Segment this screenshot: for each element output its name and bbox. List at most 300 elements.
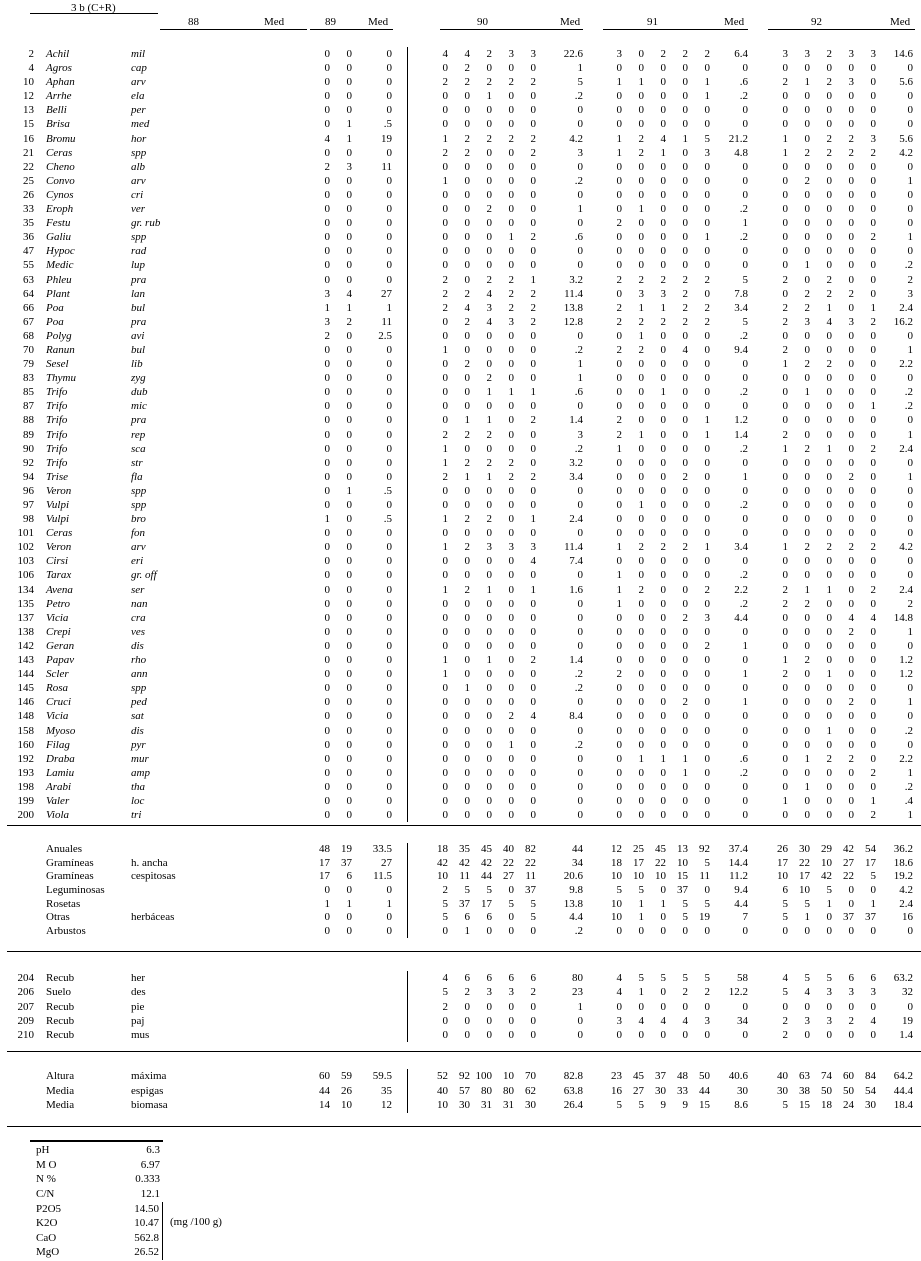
value-cell: .2 <box>574 924 583 937</box>
soil-row <box>30 1231 162 1246</box>
value-cell: 0 <box>848 217 854 230</box>
row-number <box>0 1084 34 1099</box>
value-cell: .2 <box>739 442 748 455</box>
value-cell: 0 <box>486 259 492 272</box>
value-cell: 1 <box>346 118 352 131</box>
value-cell: 2 <box>530 986 536 999</box>
soil-parameter-value: 562.8 <box>134 1231 159 1244</box>
row-number: 135 <box>17 597 34 610</box>
value-cell: 0 <box>870 569 876 582</box>
value-cell: 0 <box>530 442 536 455</box>
value-cell: 0 <box>870 90 876 103</box>
value-cell: .2 <box>904 259 913 272</box>
group-separator-line <box>392 724 408 738</box>
soil-parameter-label: P2O5 <box>36 1202 62 1215</box>
value-cell: 1 <box>486 470 492 483</box>
value-cell: 2 <box>870 146 876 159</box>
value-cell: 1 <box>907 231 913 244</box>
value-cell: 0 <box>907 527 913 540</box>
value-cell <box>330 985 352 999</box>
value-cell: 1 <box>530 583 536 596</box>
value-cell: 0 <box>660 555 666 568</box>
value-cell: 0 <box>616 372 622 385</box>
value-cell: 0 <box>826 654 832 667</box>
table-row <box>0 61 921 75</box>
value-cell: 0 <box>782 174 788 187</box>
value-cell: 0 <box>386 245 392 258</box>
value-cell: 0 <box>486 329 492 342</box>
value-cell: 0 <box>682 625 688 638</box>
table-row <box>0 230 921 244</box>
value-cell: 2 <box>530 146 536 159</box>
row-number: 192 <box>17 752 34 765</box>
group-separator-line <box>392 244 408 258</box>
row-label: Papav <box>46 654 75 667</box>
value-cell: 33.5 <box>372 843 392 856</box>
value-cell: 0 <box>782 160 788 173</box>
value-cell: 1 <box>804 752 810 765</box>
value-cell: 0 <box>782 118 788 131</box>
value-cell: 9 <box>660 1099 666 1112</box>
value-cell: 0 <box>682 654 688 667</box>
value-cell: 3 <box>616 1014 622 1027</box>
value-cell: 15 <box>799 1099 810 1112</box>
group-separator-line <box>392 639 408 653</box>
row-label: Valer <box>46 794 70 807</box>
year-88-underline <box>160 29 307 30</box>
value-cell: 0 <box>782 513 788 526</box>
soil-chemistry-table <box>30 1140 222 1261</box>
value-cell: 0 <box>508 414 514 427</box>
soil-row <box>30 1187 163 1202</box>
value-cell: 0 <box>638 569 644 582</box>
table-row <box>0 526 921 540</box>
value-cell: 0 <box>782 527 788 540</box>
value-cell: 0 <box>870 752 876 765</box>
table-row <box>0 498 921 512</box>
value-cell: 0 <box>464 625 470 638</box>
row-number: 88 <box>23 414 34 427</box>
value-cell: 0 <box>324 555 330 568</box>
value-cell: 0 <box>442 809 448 822</box>
row-label: Media <box>46 1084 75 1097</box>
group-separator-line <box>392 911 408 925</box>
soil-parameter-label: CaO <box>36 1231 57 1244</box>
value-cell: 2 <box>442 301 448 314</box>
value-cell: 2 <box>486 203 492 216</box>
value-cell: 0 <box>660 780 666 793</box>
row-sublabel: ped <box>131 696 147 709</box>
value-cell: 0 <box>616 696 622 709</box>
table-row <box>0 911 921 925</box>
group-separator-line <box>392 681 408 695</box>
value-cell: 0 <box>442 358 448 371</box>
value-cell: 2 <box>682 470 688 483</box>
value-cell: 0 <box>682 738 688 751</box>
value-cell: 0 <box>848 386 854 399</box>
value-cell: 3 <box>346 160 352 173</box>
table-row <box>0 808 921 822</box>
table-row <box>0 554 921 568</box>
value-cell: 0 <box>826 611 832 624</box>
value-cell: 3 <box>530 48 536 60</box>
group-separator-line <box>392 925 408 939</box>
value-cell: 0 <box>870 499 876 511</box>
value-cell: 0 <box>386 611 392 624</box>
value-cell: 0 <box>638 104 644 117</box>
value-cell: 10 <box>437 1099 448 1112</box>
value-cell: 0 <box>704 400 710 413</box>
value-cell: 1 <box>660 301 666 314</box>
value-cell: 0 <box>442 569 448 582</box>
value-cell: 0 <box>508 428 514 441</box>
value-cell: 0 <box>870 1000 876 1013</box>
value-cell: 0 <box>660 259 666 272</box>
value-cell: 0 <box>704 442 710 455</box>
value-cell: .6 <box>739 76 748 89</box>
value-cell: 0 <box>616 499 622 511</box>
value-cell: 0 <box>638 597 644 610</box>
value-cell: 0 <box>346 527 352 540</box>
value-cell: 0 <box>638 456 644 469</box>
value-cell: 3 <box>848 48 854 60</box>
value-cell: 0 <box>826 527 832 540</box>
value-cell: 0 <box>386 188 392 201</box>
value-cell: 0 <box>638 90 644 103</box>
value-cell: 0 <box>616 654 622 667</box>
value-cell: 0 <box>870 710 876 723</box>
value-cell: 17 <box>319 856 330 869</box>
value-cell: 0 <box>638 160 644 173</box>
value-cell: 0 <box>804 245 810 258</box>
group-separator-line <box>392 1014 408 1028</box>
value-cell: 0 <box>660 400 666 413</box>
value-cell: 0 <box>508 372 514 385</box>
value-cell: 0 <box>804 710 810 723</box>
value-cell: 0 <box>704 217 710 230</box>
value-cell: 0 <box>804 132 810 145</box>
value-cell: 1 <box>638 301 644 314</box>
value-cell: 0 <box>324 809 330 822</box>
value-cell: 92 <box>699 843 710 856</box>
row-label: Agros <box>46 62 72 75</box>
value-cell: 0 <box>324 654 330 667</box>
value-cell: 0 <box>346 104 352 117</box>
value-cell: 0 <box>616 174 622 187</box>
value-cell: 0 <box>826 414 832 427</box>
value-cell: 2 <box>848 696 854 709</box>
value-cell: 0 <box>704 499 710 511</box>
value-cell: 0 <box>442 231 448 244</box>
value-cell: 0 <box>782 924 788 937</box>
year-88-med-label: Med <box>264 16 285 28</box>
row-number: 199 <box>17 794 34 807</box>
row-sublabel: spp <box>131 484 147 497</box>
row-number: 198 <box>17 780 34 793</box>
value-cell: 30 <box>737 1084 748 1097</box>
table-row <box>0 857 921 871</box>
soil-parameter-value: 6.97 <box>140 1158 160 1171</box>
value-cell: 1 <box>907 766 913 779</box>
value-cell: 80 <box>572 972 583 985</box>
value-cell: 37 <box>525 883 536 896</box>
value-cell: 0 <box>346 766 352 779</box>
value-cell: 6 <box>782 883 788 896</box>
value-cell: 0 <box>508 597 514 610</box>
row-label: Trifo <box>46 442 68 455</box>
value-cell: 18.6 <box>893 856 913 869</box>
value-cell: 0 <box>907 639 913 652</box>
value-cell: 0 <box>704 883 710 896</box>
value-cell: 0 <box>530 90 536 103</box>
value-cell: 0 <box>442 90 448 103</box>
value-cell: 17 <box>633 856 644 869</box>
value-cell: 0 <box>742 738 748 751</box>
value-cell: 2 <box>782 76 788 89</box>
value-cell: 0 <box>804 794 810 807</box>
value-cell: 0 <box>464 738 470 751</box>
value-cell: 0 <box>346 625 352 638</box>
value-cell: 0 <box>826 456 832 469</box>
value-cell: 1 <box>486 386 492 399</box>
value-cell: 0 <box>704 484 710 497</box>
value-cell: 0 <box>870 639 876 652</box>
value-cell: 1 <box>577 203 583 216</box>
value-cell: 16.2 <box>893 315 913 328</box>
row-sublabel: gr. rub <box>131 217 161 230</box>
value-cell: 0 <box>907 456 913 469</box>
row-label: Petro <box>46 597 71 610</box>
group-separator-line <box>392 808 408 822</box>
value-cell: 0 <box>346 597 352 610</box>
value-cell: 1 <box>638 428 644 441</box>
value-cell: 0 <box>848 897 854 910</box>
value-cell: 2 <box>530 470 536 483</box>
value-cell: 0 <box>386 90 392 103</box>
value-cell <box>352 1000 392 1014</box>
value-cell: 0 <box>742 710 748 723</box>
value-cell: 40 <box>503 843 514 856</box>
value-cell: 2 <box>464 428 470 441</box>
value-cell: 0 <box>782 470 788 483</box>
value-cell: 2 <box>870 442 876 455</box>
height-table <box>0 1069 921 1113</box>
value-cell: 0 <box>486 217 492 230</box>
soil-parameter-value: 14.50 <box>134 1202 159 1215</box>
row-sublabel: pra <box>131 273 147 286</box>
value-cell: 0 <box>848 62 854 75</box>
value-cell: 0 <box>826 329 832 342</box>
value-cell: 0 <box>782 329 788 342</box>
value-cell: 0 <box>660 738 666 751</box>
value-cell: 1 <box>442 541 448 554</box>
value-cell: 2 <box>782 301 788 314</box>
table-row <box>0 258 921 272</box>
value-cell: 0 <box>704 809 710 822</box>
value-cell: 2 <box>660 48 666 60</box>
value-cell: 0 <box>386 217 392 230</box>
table-row <box>0 583 921 597</box>
value-cell: 1 <box>804 259 810 272</box>
value-cell: 0 <box>848 766 854 779</box>
value-cell: 2 <box>638 132 644 145</box>
value-cell: 0 <box>616 188 622 201</box>
value-cell: 0 <box>616 780 622 793</box>
value-cell: 1 <box>804 583 810 596</box>
value-cell: 42 <box>437 856 448 869</box>
value-cell: 26.4 <box>563 1099 583 1112</box>
value-cell: 50 <box>699 1069 710 1082</box>
value-cell: 0 <box>682 668 688 681</box>
group-separator-line <box>392 625 408 639</box>
table-row <box>0 709 921 723</box>
value-cell: 0 <box>346 710 352 723</box>
value-cell: 0 <box>848 654 854 667</box>
value-cell: 3 <box>870 48 876 60</box>
value-cell: 0 <box>508 1000 514 1013</box>
group-separator-line <box>392 766 408 780</box>
value-cell: 0 <box>486 231 492 244</box>
value-cell: 0 <box>704 104 710 117</box>
value-cell: 0 <box>638 442 644 455</box>
value-cell: 0 <box>486 794 492 807</box>
value-cell: 4 <box>782 972 788 985</box>
row-number: 15 <box>23 118 34 131</box>
value-cell: 0 <box>386 174 392 187</box>
value-cell: 0 <box>682 358 688 371</box>
table-row <box>0 1014 921 1028</box>
value-cell: 0 <box>386 372 392 385</box>
value-cell: 0 <box>464 343 470 356</box>
value-cell: 0 <box>346 146 352 159</box>
value-cell: 2 <box>804 654 810 667</box>
value-cell: 0 <box>508 343 514 356</box>
row-sublabel: máxima <box>131 1069 167 1082</box>
value-cell: .5 <box>383 118 392 131</box>
value-cell: 0 <box>848 710 854 723</box>
row-number: 160 <box>17 738 34 751</box>
value-cell: 8.4 <box>569 710 583 723</box>
value-cell: 1 <box>442 583 448 596</box>
value-cell: 50 <box>821 1084 832 1097</box>
value-cell: 57 <box>459 1084 470 1097</box>
row-label: Medic <box>46 259 74 272</box>
value-cell: 0 <box>682 217 688 230</box>
value-cell: 1 <box>804 780 810 793</box>
value-cell: 0 <box>660 484 666 497</box>
section-divider <box>7 1126 921 1127</box>
value-cell: 2 <box>464 513 470 526</box>
value-cell: 0 <box>870 62 876 75</box>
value-cell: 2 <box>704 301 710 314</box>
row-sublabel: amp <box>131 766 150 779</box>
value-cell: 0 <box>508 90 514 103</box>
row-number: 2 <box>28 48 34 60</box>
value-cell: 0 <box>324 738 330 751</box>
value-cell: 0 <box>464 794 470 807</box>
value-cell: 2.4 <box>899 301 913 314</box>
value-cell: 2 <box>907 597 913 610</box>
value-cell: 0 <box>638 400 644 413</box>
row-number: 47 <box>23 245 34 258</box>
value-cell: 1.2 <box>899 668 913 681</box>
value-cell: 0 <box>442 414 448 427</box>
value-cell: 0 <box>386 527 392 540</box>
value-cell: 0 <box>464 766 470 779</box>
value-cell: 0 <box>870 484 876 497</box>
value-cell: 14.6 <box>893 48 913 60</box>
value-cell: 10 <box>777 870 788 883</box>
value-cell: 0 <box>660 90 666 103</box>
value-cell: 0 <box>508 809 514 822</box>
value-cell: 4 <box>660 1014 666 1027</box>
value-cell: 37.4 <box>728 843 748 856</box>
value-cell: 0 <box>804 329 810 342</box>
value-cell: 3 <box>577 428 583 441</box>
value-cell: 0 <box>346 245 352 258</box>
value-cell: 0 <box>848 484 854 497</box>
value-cell: 4.2 <box>899 541 913 554</box>
value-cell: 0 <box>660 358 666 371</box>
value-cell: 0 <box>530 625 536 638</box>
value-cell: 0 <box>346 188 352 201</box>
value-cell: 0 <box>616 400 622 413</box>
value-cell: 0 <box>742 794 748 807</box>
value-cell: 1 <box>907 625 913 638</box>
row-sublabel: dis <box>131 724 144 737</box>
value-cell: 0 <box>682 527 688 540</box>
value-cell: 0 <box>682 428 688 441</box>
value-cell: 0 <box>660 766 666 779</box>
row-label: Rosetas <box>46 897 81 910</box>
value-cell: 2 <box>704 315 710 328</box>
value-cell: 0 <box>324 428 330 441</box>
value-cell: 0 <box>508 203 514 216</box>
value-cell: 0 <box>638 513 644 526</box>
value-cell: 0 <box>324 780 330 793</box>
row-label: Ceras <box>46 527 73 540</box>
value-cell: 0 <box>848 738 854 751</box>
value-cell: 2 <box>826 273 832 286</box>
value-cell: 0 <box>804 809 810 822</box>
value-cell: 0 <box>486 442 492 455</box>
value-cell: 0 <box>616 470 622 483</box>
value-cell: 1 <box>638 897 644 910</box>
value-cell: 0 <box>386 710 392 723</box>
group-separator-line <box>392 884 408 898</box>
value-cell: 0 <box>907 710 913 723</box>
value-cell: 0 <box>682 259 688 272</box>
value-cell: 0 <box>782 625 788 638</box>
row-sublabel <box>130 843 307 857</box>
value-cell: 0 <box>638 924 644 937</box>
value-cell: 0 <box>346 428 352 441</box>
value-cell: 35 <box>459 843 470 856</box>
value-cell: 0 <box>704 724 710 737</box>
value-cell: 0 <box>486 682 492 695</box>
value-cell: 0 <box>530 259 536 272</box>
value-cell: 0 <box>346 738 352 751</box>
value-cell: 0 <box>638 738 644 751</box>
value-cell: 0 <box>704 794 710 807</box>
value-cell: 5 <box>638 1099 644 1112</box>
value-cell: 0 <box>848 1028 854 1041</box>
table-row <box>0 540 921 554</box>
value-cell: 2 <box>848 470 854 483</box>
value-cell: 2 <box>870 315 876 328</box>
value-cell: 5 <box>638 883 644 896</box>
value-cell: 17 <box>481 897 492 910</box>
